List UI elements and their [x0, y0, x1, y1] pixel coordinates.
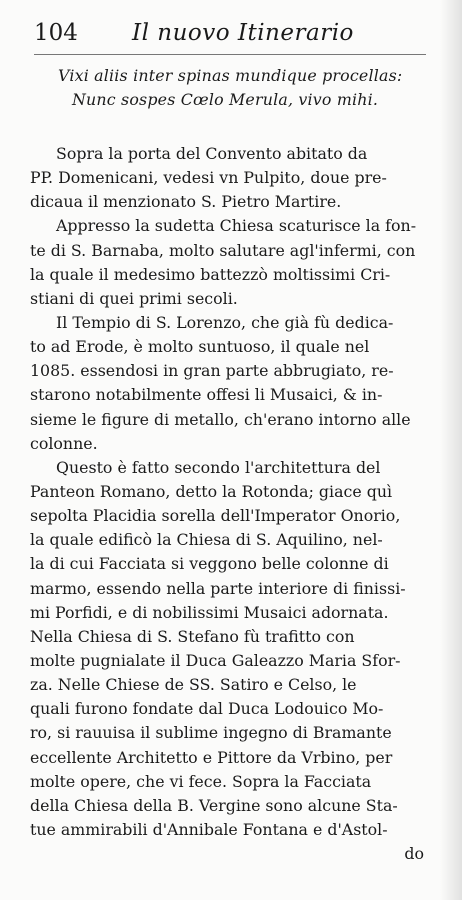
- text-line: Nella Chiesa di S. Stefano fù trafitto con: [30, 626, 355, 646]
- text-line: mi Porfidi, e di nobilissimi Musaici adornata.: [30, 602, 389, 622]
- body-text: [30, 142, 430, 866]
- text-line: Panteon Romano, detto la Rotonda; giace quì: [30, 481, 393, 501]
- text-line: molte opere, che vi fece. Sopra la Facciata: [30, 771, 372, 791]
- text-line: to ad Erode, è molto suntuoso, il quale nel: [30, 337, 370, 357]
- header-rule: [34, 54, 426, 55]
- epigraph-line-1: Vixi aliis inter spinas mundique procellas:: [58, 66, 403, 85]
- running-head-title: Il nuovo Itinerario: [132, 20, 354, 46]
- text-line: PP. Domenicani, vedesi vn Pulpito, doue pre-: [30, 168, 387, 188]
- text-line: eccellente Architetto e Pittore da Vrbino, per: [30, 747, 393, 767]
- text-line: marmo, essendo nella parte interiore di finissi-: [30, 578, 406, 598]
- text-line: della Chiesa della B. Vergine sono alcune Sta-: [30, 795, 398, 815]
- text-line: la quale edificò la Chiesa di S. Aquilino, nel-: [30, 530, 383, 550]
- text-line: Appresso la sudetta Chiesa scaturisce la fon-: [56, 216, 417, 236]
- text-line: Questo è fatto secondo l'architettura del: [56, 457, 381, 477]
- text-line: sieme le figure di metallo, ch'erano intorno alle: [30, 409, 411, 429]
- epigraph-line-2: Nunc sospes Cœlo Merula, vivo mihi.: [72, 90, 379, 110]
- text-line: Il Tempio di S. Lorenzo, che già fù dedica-: [56, 312, 394, 332]
- running-head: [34, 18, 444, 48]
- text-line: sepolta Placidia sorella dell'Imperator Onorio,: [30, 506, 401, 526]
- text-line: dicaua il menzionato S. Pietro Martire.: [30, 192, 342, 212]
- text-line: starono notabilmente offesi li Musaici, & in-: [30, 385, 383, 405]
- text-line: molte pugnialate il Duca Galeazzo Maria Sfor-: [30, 650, 401, 670]
- text-line: la di cui Facciata si veggono belle colonne di: [30, 554, 389, 574]
- text-line: Sopra la porta del Convento abitato da: [56, 144, 368, 163]
- text-line: te di S. Barnaba, molto salutare agl'infermi, con: [30, 240, 416, 260]
- epigraph: [58, 64, 438, 112]
- text-line: colonne.: [30, 433, 98, 453]
- text-line: 1085. essendosi in gran parte abbrugiato, re-: [30, 361, 394, 381]
- text-line: la quale il medesimo battezzò moltissimi Cri-: [30, 264, 391, 284]
- text-line: ro, si rauuisa il sublime ingegno di Bramante: [30, 723, 392, 743]
- text-line: quali furono fondate dal Duca Lodouico Mo-: [30, 699, 384, 719]
- text-line: stiani di quei primi secoli.: [30, 288, 238, 308]
- text-line: tue ammirabili d'Annibale Fontana e d'Astol-: [30, 819, 388, 839]
- catchword: do: [404, 844, 424, 864]
- binding-shadow: [440, 0, 462, 900]
- page-number: 104: [34, 20, 78, 46]
- text-line: za. Nelle Chiese de SS. Satiro e Celso, le: [30, 675, 357, 695]
